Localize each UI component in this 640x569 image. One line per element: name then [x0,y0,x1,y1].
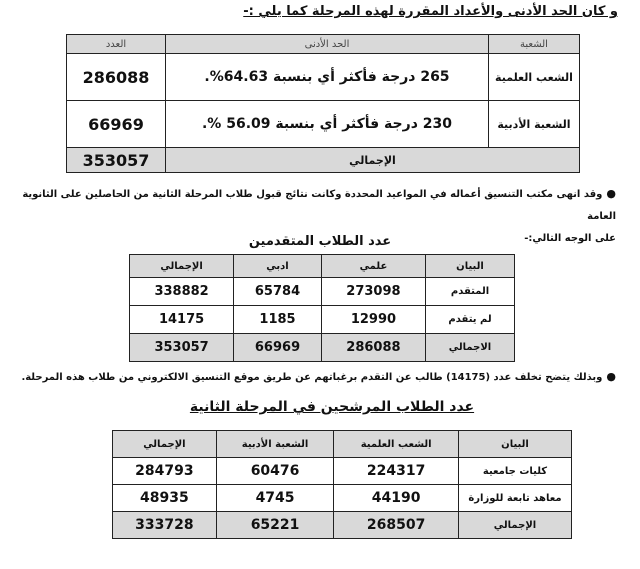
total-row [113,512,572,539]
nominated-title: عدد الطلاب المرشحين في المرحلة الثانية [189,399,475,415]
science-cell: 44190 [334,485,459,512]
science-cell: 268507 [334,512,459,539]
table-header-row [67,35,580,54]
total-cell: 48935 [113,485,217,512]
arts-cell: 1185 [234,306,322,334]
science-cell: 12990 [321,306,425,334]
bullet2-text: وبذلك يتضح تخلف عدد (14175) طالب عن التقدم برغباتهم عن طريق موقع التنسيق الالكتروني من طلاب هذه المرحلة. [21,372,603,383]
header-cell: الإجمالي [130,255,234,278]
min-score-table [66,34,580,173]
row-label: المتقدم [426,278,515,306]
header-cell: الشعبة الأدبية [216,431,333,458]
arts-cell: 65221 [216,512,333,539]
min-cell: 230 درجة فأكثر أي بنسبة 56.09 %. [166,101,489,148]
row-label: معاهد تابعة للوزارة [459,485,572,512]
table-row [113,485,572,512]
row-label: لم يتقدم [426,306,515,334]
bullet-paragraph-2 [18,366,616,389]
table-row [67,101,580,148]
top-heading: و كان الحد الأدنى والأعداد المقررة لهذه المرحلة كما يلي :- [243,4,618,19]
row-label: الإجمالي [459,512,572,539]
header-count: العدد [67,35,166,54]
table-row [130,306,515,334]
min-cell: 265 درجة فأكثر أي بنسبة 64.63%. [166,54,489,101]
header-cell: الشعب العلمية [334,431,459,458]
row-label: الاجمالي [426,334,515,362]
header-branch: الشعبة [489,35,580,54]
table-row [113,458,572,485]
total-cell: 338882 [130,278,234,306]
branch-cell: الشعبة الأدبية [489,101,580,148]
applicants-title: عدد الطلاب المتقدمين [248,234,392,249]
total-row [130,334,515,362]
total-label: الإجمالي [166,148,580,173]
total-row [67,148,580,173]
arts-cell: 4745 [216,485,333,512]
applicants-table [129,254,515,362]
table-row [67,54,580,101]
table-header-row [113,431,572,458]
header-min: الحد الأدنى [166,35,489,54]
header-cell: الإجمالي [113,431,217,458]
row-label: كليات جامعية [459,458,572,485]
total-cell: 353057 [130,334,234,362]
arts-cell: 65784 [234,278,322,306]
table-header-row [130,255,515,278]
science-cell: 224317 [334,458,459,485]
science-cell: 286088 [321,334,425,362]
table-row [130,278,515,306]
bullet1-line2: على الوجه التالي:- [524,233,616,244]
header-cell: البيان [426,255,515,278]
branch-cell: الشعب العلمية [489,54,580,101]
bullet-icon: ● [606,187,616,200]
header-cell: ادبي [234,255,322,278]
header-cell: علمي [321,255,425,278]
nominated-table [112,430,572,539]
header-cell: البيان [459,431,572,458]
arts-cell: 66969 [234,334,322,362]
bullet1-line1: وقد انهى مكتب التنسيق أعماله في المواعيد المحددة وكانت نتائج قبول طلاب المرحلة الثانية من الحاصلين على الثانوية العامة [22,189,616,222]
total-count: 353057 [67,148,166,173]
count-cell: 66969 [67,101,166,148]
science-cell: 273098 [321,278,425,306]
total-cell: 284793 [113,458,217,485]
arts-cell: 60476 [216,458,333,485]
total-cell: 14175 [130,306,234,334]
count-cell: 286088 [67,54,166,101]
total-cell: 333728 [113,512,217,539]
bullet-icon: ● [606,370,616,383]
